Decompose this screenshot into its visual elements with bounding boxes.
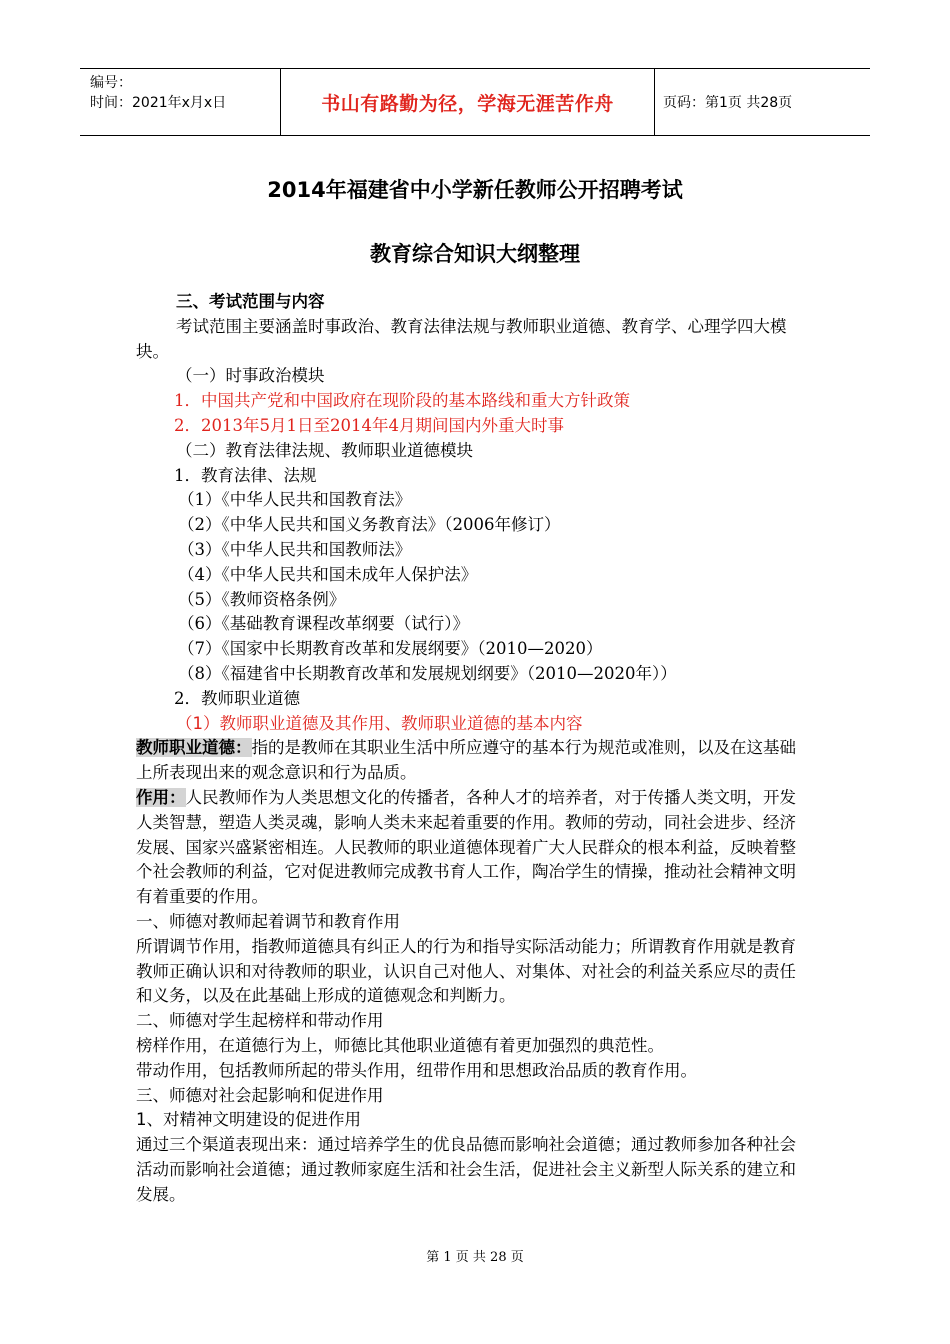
point-text: 榜样作用，在道德行为上，师德比其他职业道德有着更加强烈的典范性。 bbox=[136, 1035, 664, 1055]
definition-text: 指的是教师在其职业生活中所应遵守的基本行为规范或准则，以及在这基础上所表现出来的观念意识和行为品质。 bbox=[136, 738, 796, 783]
doc-time-label: 时间：2021年x月x日 bbox=[90, 95, 227, 111]
point-heading: 二、师德对学生起榜样和带动作用 bbox=[136, 1011, 384, 1031]
law-item: （5）《教师资格条例》 bbox=[178, 589, 346, 609]
header-meta bbox=[80, 69, 280, 135]
module1-heading: （一）时事政治模块 bbox=[176, 366, 325, 386]
function-paragraph bbox=[136, 786, 812, 910]
law-item: （1）《中华人民共和国教育法》 bbox=[178, 490, 412, 510]
module1-item2: 2．2013年5月1日至2014年4月期间国内外重大时事 bbox=[174, 415, 564, 435]
page-footer: 第 1 页 共 28 页 bbox=[426, 1250, 524, 1265]
doc-body bbox=[136, 290, 812, 1207]
function-term: 作用： bbox=[136, 787, 186, 807]
point-text: 通过三个渠道表现出来：通过培养学生的优良品德而影响社会道德；通过教师参加各种社会活动而影响社会道德；通过教师家庭生活和社会生活，促进社会主义新型人际关系的建立和发展。 bbox=[136, 1135, 796, 1204]
scope-paragraph: 考试范围主要涵盖时事政治、教育法律法规与教师职业道德、教育学、心理学四大模块。 bbox=[136, 316, 787, 361]
module2-sub2: 2．教师职业道德 bbox=[174, 688, 300, 708]
definition-paragraph bbox=[136, 736, 812, 786]
law-item: （8）《福建省中长期教育改革和发展规划纲要》（2010—2020年）） bbox=[178, 663, 677, 683]
law-item: （6）《基础教育课程改革纲要（试行）》 bbox=[178, 614, 469, 634]
module1-item1: 1．中国共产党和中国政府在现阶段的基本路线和重大方针政策 bbox=[174, 391, 630, 411]
point-subheading: 1、对精神文明建设的促进作用 bbox=[136, 1110, 361, 1130]
header-page-info: 页码：第1页 共28页 bbox=[663, 95, 793, 111]
function-text: 人民教师作为人类思想文化的传播者，各种人才的培养者，对于传播人类文明，开发人类智慧，塑造人类灵魂，影响人类未来起着重要的作用。教师的劳动，同社会进步、经济发展、国家兴盛紧密相连。人民教师的职业道德体现着广大人民群众的根本利益，反映着整个社会教师的利益，它对促进教师完成教书育人工作，陶冶学生的情操，推动社会精神文明有着重要的作用。 bbox=[136, 787, 796, 907]
module2-heading: （二）教育法律法规、教师职业道德模块 bbox=[176, 440, 473, 460]
header-motto: 书山有路勤为径，学海无涯苦作舟 bbox=[280, 69, 655, 135]
doc-number-label: 编号： bbox=[90, 75, 132, 91]
module2-sub2-item1: （1）教师职业道德及其作用、教师职业道德的基本内容 bbox=[176, 713, 583, 733]
law-item: （4）《中华人民共和国未成年人保护法》 bbox=[178, 564, 478, 584]
definition-term: 教师职业道德： bbox=[136, 738, 252, 758]
point-text: 带动作用，包括教师所起的带头作用，纽带作用和思想政治品质的教育作用。 bbox=[136, 1060, 697, 1080]
section-heading: 三、考试范围与内容 bbox=[176, 292, 325, 311]
point-heading: 三、师德对社会起影响和促进作用 bbox=[136, 1085, 384, 1105]
law-item: （3）《中华人民共和国教师法》 bbox=[178, 539, 412, 559]
doc-subtitle: 教育综合知识大纲整理 bbox=[370, 242, 580, 266]
module2-sub1: 1．教育法律、法规 bbox=[174, 465, 317, 485]
point-text: 所谓调节作用，指教师道德具有纠正人的行为和指导实际活动能力；所谓教育作用就是教育教师正确认识和对待教师的职业，认识自己对他人、对集体、对社会的利益关系应尽的责任和义务，以及在此基础上形成的道德观念和判断力。 bbox=[136, 936, 796, 1006]
doc-title: 2014年福建省中小学新任教师公开招聘考试 bbox=[267, 178, 683, 202]
point-heading: 一、师德对教师起着调节和教育作用 bbox=[136, 911, 400, 931]
page-header bbox=[80, 68, 870, 136]
law-item: （2）《中华人民共和国义务教育法》（2006年修订） bbox=[178, 515, 561, 535]
law-item: （7）《国家中长期教育改革和发展纲要》（2010—2020） bbox=[178, 639, 603, 659]
